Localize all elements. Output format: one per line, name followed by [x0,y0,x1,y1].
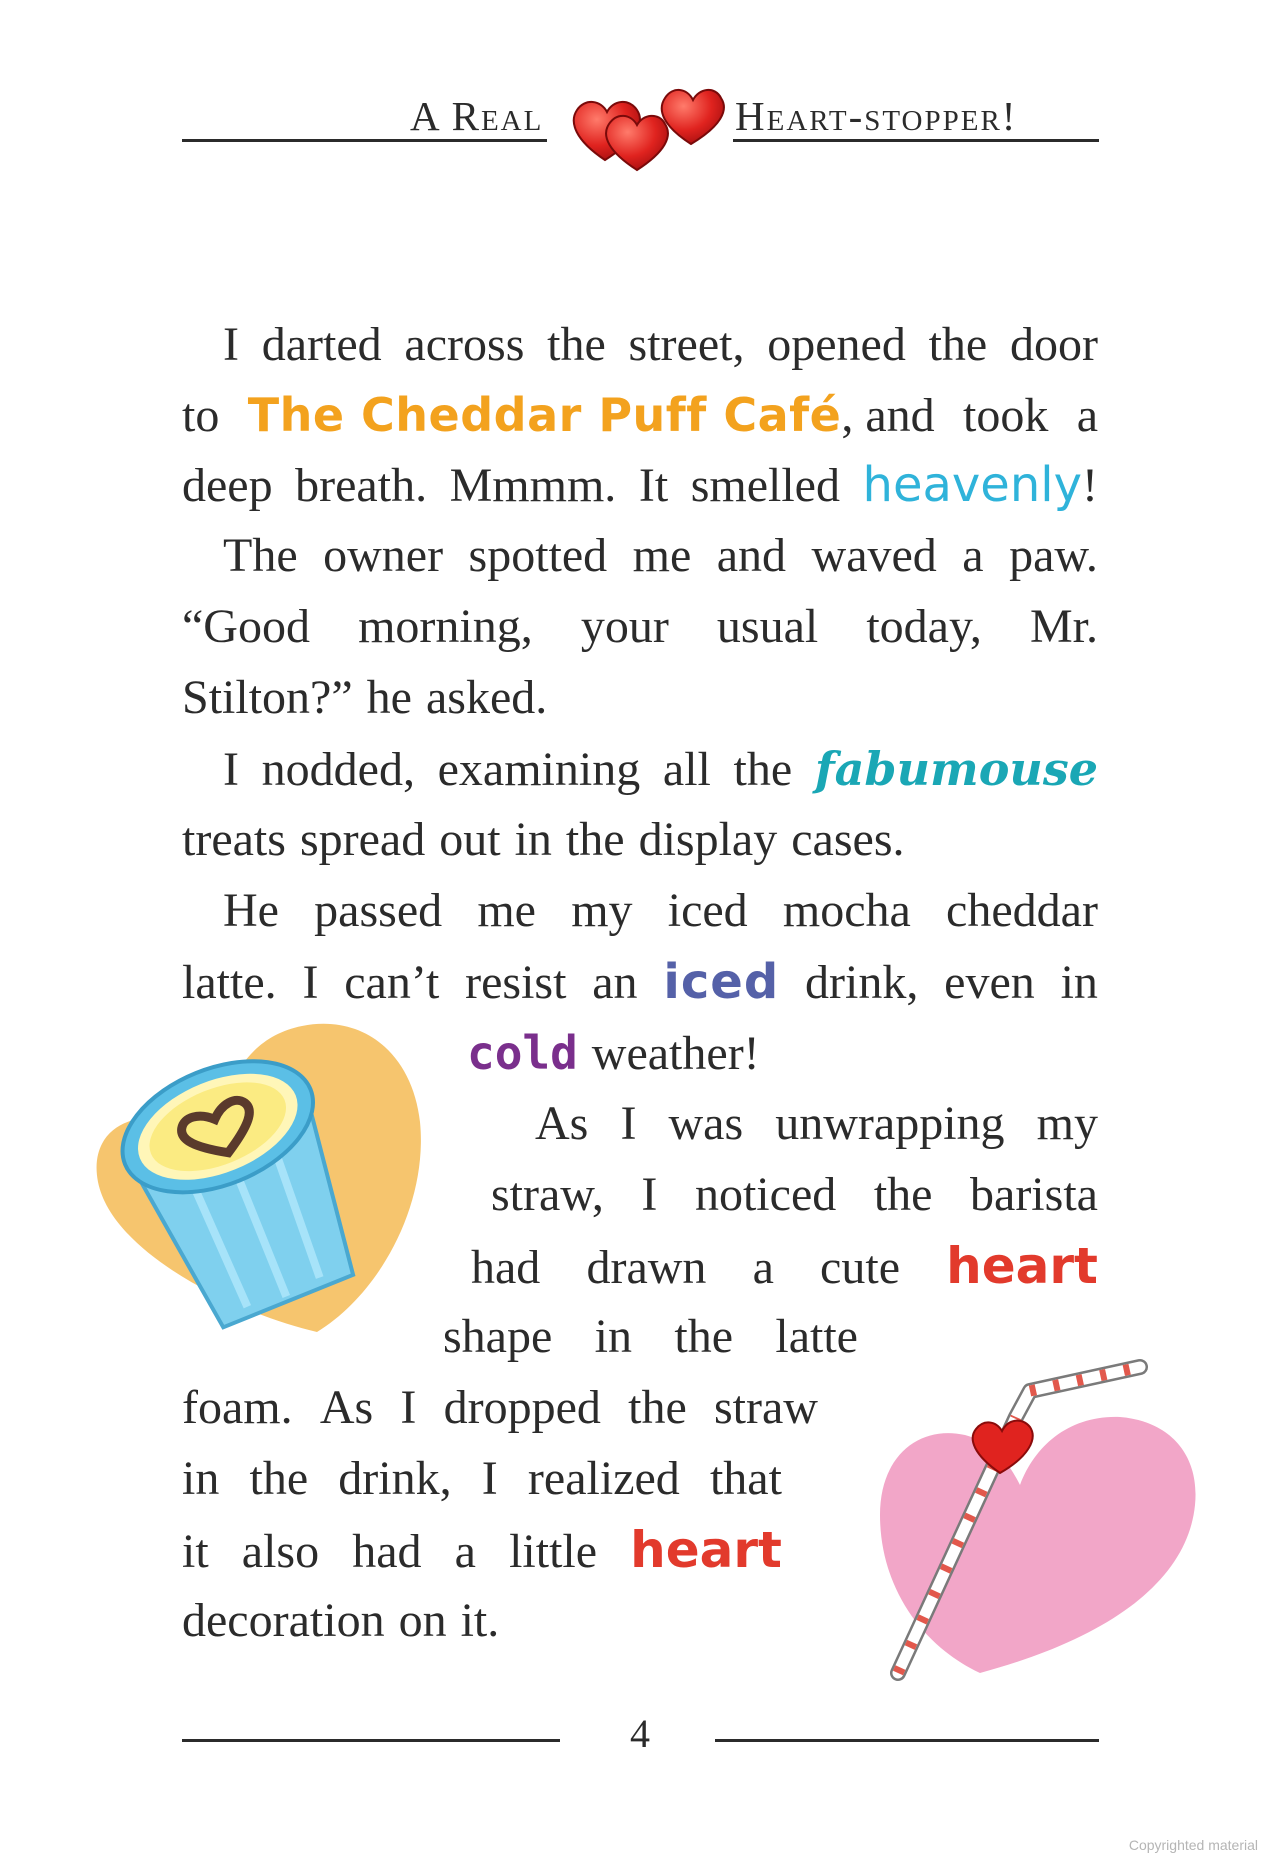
footer-rule-left [182,1739,560,1742]
text-line-p1-1: I darted across the street, opened the door [223,318,1098,371]
text-line-p2-3: Stilton?” he asked. [182,671,548,724]
text-line-p5-7: it also had a little heart [182,1521,782,1579]
text-line-p3-2: treats spread out in the display cases. [182,813,905,866]
footer-rule-right [715,1739,1099,1742]
heart-word: heart [946,1237,1098,1295]
latte-cup-illustration [92,1012,427,1347]
text-line-p2-2: “Good morning, your usual today, Mr. [182,600,1098,653]
page-number: 4 [630,1711,650,1756]
cafe-name: The Cheddar Puff Café [247,388,842,442]
text-line-p1-2: to The Cheddar Puff Café, and took a [182,388,1098,442]
header-title-right: Heart-stopper! [735,93,1018,139]
text-line-p1-3: deep breath. Mmmm. It smelled heavenly! [182,457,1098,513]
text-line-p2-1: The owner spotted me and waved a paw. [223,529,1098,582]
text-line-p5-1: As I was unwrapping my [535,1097,1098,1150]
cold-word: cold [467,1026,578,1080]
text-line-p5-2: straw, I noticed the barista [491,1168,1098,1221]
copyright-notice: Copyrighted material [1128,1837,1258,1853]
heart-word: heart [630,1521,782,1579]
text-line-p5-8: decoration on it. [182,1594,500,1647]
fabumouse-word: fabumouse [814,742,1098,796]
text-line-p4-1: He passed me my iced mocha cheddar [223,884,1098,937]
text-line-p5-6: in the drink, I realized that [182,1452,782,1505]
text-line-p3-1: I nodded, examining all the fabumouse [223,739,1098,800]
text-line-p4-3: cold weather! [467,1023,1067,1084]
text-line-p5-3: had drawn a cute heart [471,1237,1098,1295]
heavenly-word: heavenly [862,457,1082,513]
text-line-p4-2: latte. I can’t resist an iced drink, even in [182,954,1098,1010]
text-line-p5-5: foam. As I dropped the straw [182,1381,818,1434]
iced-word: iced [663,954,780,1010]
hearts-icon [565,82,730,174]
text-line-p5-4: shape in the latte [443,1310,858,1363]
header-title-left: A Real [410,93,544,139]
straw-heart-illustration [870,1355,1215,1690]
